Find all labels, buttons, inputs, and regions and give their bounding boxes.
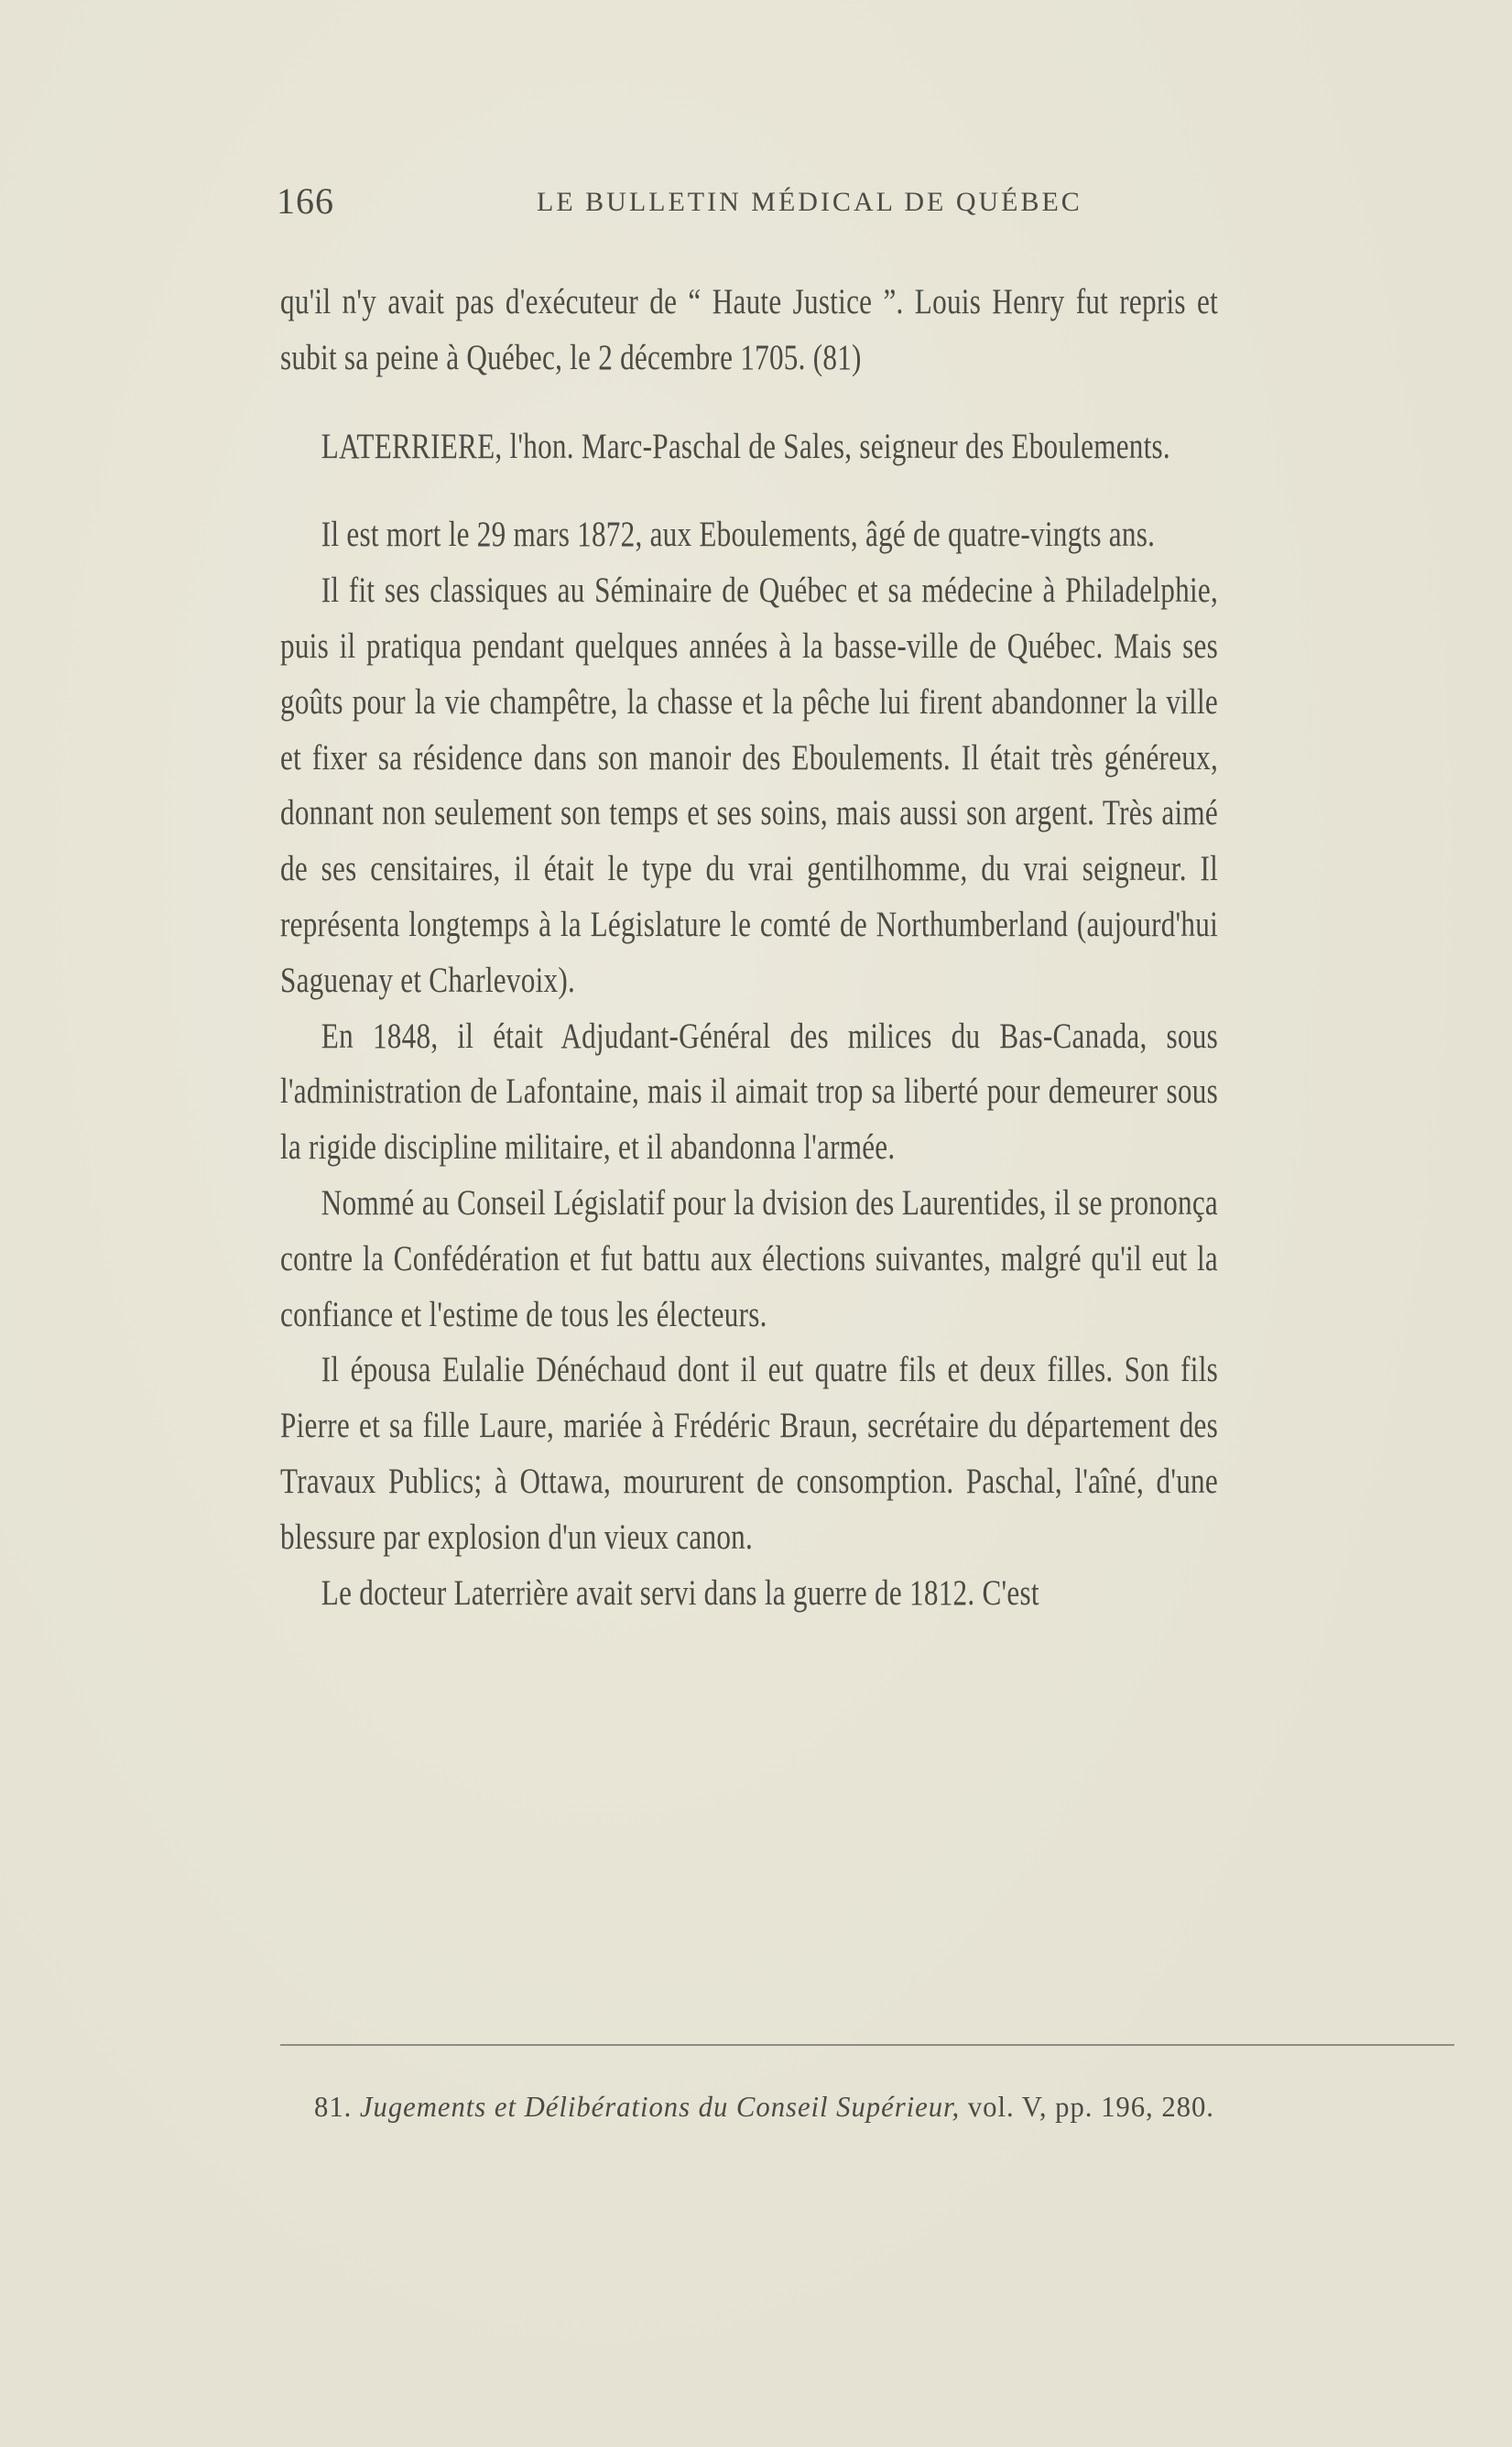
body-text <box>280 275 1218 1621</box>
paragraph-death: Il est mort le 29 mars 1872, aux Eboulements, âgé de quatre-vingts ans. <box>321 515 1156 555</box>
paragraph-military: En 1848, il était Adjudant-Général des milices du Bas-Canada, sous l'administration de Lafontaine, mais il aimait trop sa liberté pour demeurer sous la rigide discipline militaire, et il abandonna l'armée. <box>280 1016 1218 1168</box>
journal-title: LE BULLETIN MÉDICAL DE QUÉBEC <box>537 187 1082 217</box>
footnote-rule <box>280 2044 1454 2046</box>
paragraph-family: Il épousa Eulalie Dénéchaud dont il eut quatre fils et deux filles. Son fils Pierre et sa fille Laure, mariée à Frédéric Braun, secrétaire du département des Travaux Publics; à Ottawa, moururent de consomption. Paschal, l'aîné, d'une blessure par explosion d'un vieux canon. <box>280 1350 1218 1557</box>
footnote-title: Jugements et Délibérations du Conseil Supérieur, <box>359 2090 961 2123</box>
paragraph-war: Le docteur Laterrière avait servi dans la guerre de 1812. C'est <box>321 1572 1039 1613</box>
footnote-number: 81. <box>314 2090 353 2123</box>
paragraph-continuation: qu'il n'y avait pas d'exécuteur de “ Haute Justice ”. Louis Henry fut repris et subit sa peine à Québec, le 2 décembre 1705. (81) <box>280 282 1218 377</box>
paragraph-council: Nommé au Conseil Législatif pour la dvision des Laurentides, il se prononça contre la Confédération et fut battu aux élections suivantes, malgré qu'il eut la confiance et l'estime de tous les électeurs. <box>280 1182 1218 1334</box>
paragraph-education: Il fit ses classiques au Séminaire de Québec et sa médecine à Philadelphie, puis il pratiqua pendant quelques années à la basse-ville de Québec. Mais ses goûts pour la vie champêtre, la chasse et la pêche lui firent abandonner la ville et fixer sa résidence dans son manoir des Eboulements. Il était très généreux, donnant non seulement son temps et ses soins, mais aussi son argent. Très aimé de ses censitaires, il était le type du vrai gentilhomme, du vrai seigneur. Il représenta longtemps à la Législature le comté de Northumberland (aujourd'hui Saguenay et Charlevoix). <box>280 571 1218 1000</box>
running-head <box>277 179 1192 225</box>
page-number: 166 <box>277 180 334 222</box>
footnote-reference: vol. V, pp. 196, 280. <box>967 2090 1214 2123</box>
footnote <box>314 2090 1214 2124</box>
entry-heading: LATERRIERE, l'hon. Marc-Paschal de Sales, seigneur des Eboulements. <box>321 426 1170 466</box>
